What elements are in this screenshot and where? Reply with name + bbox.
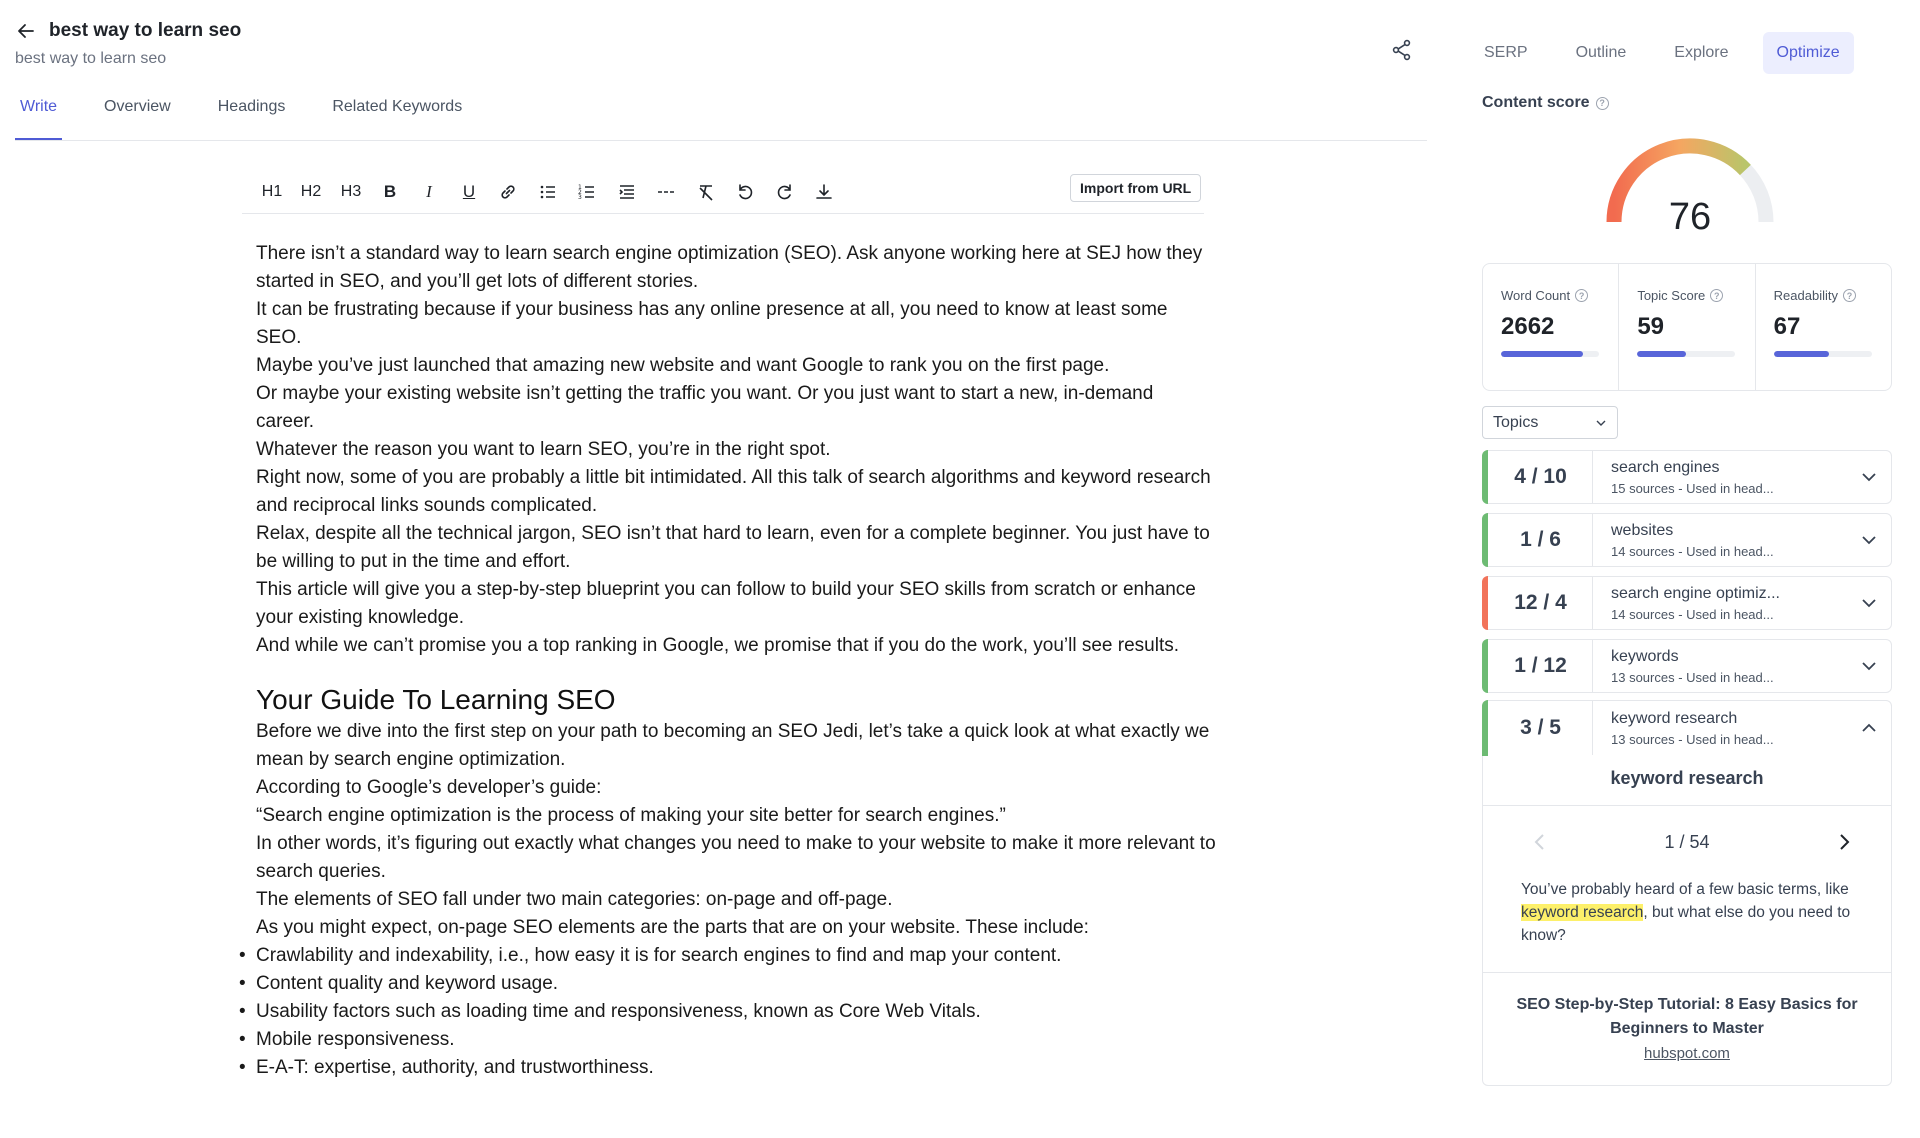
chevron-down-icon[interactable]: [1847, 467, 1891, 487]
topic-name: keyword research: [1611, 709, 1738, 727]
help-icon[interactable]: ?: [1596, 97, 1609, 110]
metric-progress-bar: [1774, 351, 1872, 357]
tab-optimize[interactable]: Optimize: [1763, 32, 1854, 74]
metric-progress-bar: [1501, 351, 1599, 357]
paragraph: It can be frustrating because if your business has any online presence at all, you need to know at least some SEO.: [256, 299, 1168, 348]
topic-card[interactable]: [1482, 576, 1892, 630]
download-icon[interactable]: [808, 176, 840, 208]
expanded-topic-title: keyword research: [1483, 768, 1891, 806]
topic-count: 4 / 10: [1483, 451, 1593, 503]
tab-explore[interactable]: Explore: [1674, 44, 1729, 61]
undo-icon[interactable]: [729, 176, 761, 208]
topic-sources: 13 sources - Used in head...: [1611, 731, 1774, 747]
tab-write[interactable]: Write: [15, 93, 62, 140]
metric-value: 67: [1773, 313, 1801, 340]
paragraph: Maybe you’ve just launched that amazing new website and want Google to rank you on the first page.: [256, 355, 1110, 376]
topic-count: 3 / 5: [1483, 701, 1593, 755]
paragraph: Right now, some of you are probably a little bit intimidated. All this talk of search algorithms and keyword research and reciprocal links sounds complicated.: [256, 467, 1211, 516]
chevron-down-icon[interactable]: [1847, 593, 1891, 613]
chevron-down-icon[interactable]: [1847, 530, 1891, 550]
topic-sources: 14 sources - Used in head...: [1611, 606, 1774, 622]
snippet-source: [1483, 972, 1891, 1063]
pager-count: 1 / 54: [1664, 831, 1710, 852]
tab-serp[interactable]: SERP: [1484, 44, 1528, 61]
topic-sources: 13 sources - Used in head...: [1611, 669, 1774, 685]
help-icon[interactable]: ?: [1575, 289, 1588, 302]
metric-value: 2662: [1501, 313, 1555, 340]
tab-overview[interactable]: Overview: [104, 98, 171, 115]
heading-1-button[interactable]: H1: [261, 183, 283, 200]
bullet-list: [256, 942, 1216, 1082]
topic-count: 12 / 4: [1483, 577, 1593, 629]
snippet-text: You’ve probably heard of a few basic terms, like keyword research, but what else do you need to know?: [1521, 881, 1851, 944]
section-heading: Your Guide To Learning SEO: [256, 684, 616, 715]
list-item: • Crawlability and indexability, i.e., how easy it is for search engines to find and map your content.: [256, 942, 1216, 970]
metric-progress-bar: [1637, 351, 1735, 357]
paragraph: The elements of SEO fall under two main categories: on-page and off-page.: [256, 889, 893, 910]
section-paragraphs: [256, 718, 1216, 942]
back-arrow-icon[interactable]: [15, 20, 37, 42]
paragraph: Whatever the reason you want to learn SEO, you’re in the right spot.: [256, 439, 831, 460]
panel-tabs: [1470, 32, 1854, 74]
paragraph: There isn’t a standard way to learn search engine optimization (SEO). Ask anyone working here at SEJ how they started in SEO, and you’ll get lots of different stories.: [256, 243, 1203, 292]
paragraph: This article will give you a step-by-step blueprint you can follow to build your SEO skills from scratch or enhance your existing knowledge.: [256, 579, 1196, 628]
editor-content[interactable]: [256, 240, 1216, 1082]
metric-value: 59: [1637, 313, 1665, 340]
editor-tabs: [15, 93, 1427, 141]
topic-card[interactable]: [1482, 450, 1892, 504]
paragraph: As you might expect, on-page SEO elements are the parts that are on your website. These include:: [256, 917, 1089, 938]
intro-paragraphs: [256, 240, 1216, 660]
keyword-highlight: keyword research: [1521, 904, 1644, 921]
topic-name: keywords: [1611, 647, 1679, 665]
chevron-right-icon[interactable]: [1837, 832, 1851, 857]
paragraph: Relax, despite all the technical jargon, SEO isn’t that hard to learn, even for a complete beginner. You just have to be willing to put in the time and effort.: [256, 523, 1210, 572]
metric-word-count: Word Count ? 2662: [1483, 264, 1619, 390]
content-score-value: 76: [1668, 196, 1712, 238]
svg-text:2: 2: [578, 189, 582, 196]
indent-list-icon[interactable]: [611, 176, 643, 208]
heading-2-button[interactable]: H2: [300, 183, 322, 200]
expanded-topic-header[interactable]: [1483, 701, 1891, 755]
paragraph: According to Google’s developer’s guide:: [256, 777, 602, 798]
topic-name: search engines: [1611, 458, 1720, 476]
chevron-left-icon[interactable]: [1533, 832, 1547, 857]
list-item: • Usability factors such as loading time and responsiveness, known as Core Web Vitals.: [256, 998, 1216, 1026]
bold-button[interactable]: B: [383, 182, 397, 201]
source-link[interactable]: hubspot.com: [1644, 1045, 1730, 1062]
heading-3-button[interactable]: H3: [340, 183, 362, 200]
italic-button[interactable]: I: [426, 182, 432, 201]
source-title: SEO Step-by-Step Tutorial: 8 Easy Basics for Beginners to Master: [1516, 996, 1858, 1037]
underline-button[interactable]: U: [462, 182, 476, 201]
paragraph: Before we dive into the first step on your path to becoming an SEO Jedi, let’s take a quick look at what exactly we mean by search engine optimization.: [256, 721, 1210, 770]
topic-name: search engine optimiz...: [1611, 584, 1780, 602]
bullet-list-icon[interactable]: [532, 176, 564, 208]
snippet-pager: [1483, 806, 1891, 878]
optimize-panel: [1470, 0, 1920, 1138]
list-item: • Content quality and keyword usage.: [256, 970, 1216, 998]
formatting-toolbar: [242, 170, 1204, 214]
topic-card[interactable]: [1482, 513, 1892, 567]
horizontal-rule-icon[interactable]: [650, 176, 682, 208]
topic-sources: 15 sources - Used in head...: [1611, 480, 1774, 496]
document-header: [15, 20, 241, 68]
topic-count: 1 / 12: [1483, 640, 1593, 692]
help-icon[interactable]: ?: [1710, 289, 1723, 302]
document-title: best way to learn seo: [49, 20, 242, 41]
metrics-card: [1482, 263, 1892, 391]
tab-outline[interactable]: Outline: [1575, 44, 1627, 61]
chevron-down-icon[interactable]: [1847, 656, 1891, 676]
paragraph: Or maybe your existing website isn’t getting the traffic you want. Or you just want to start a new, in-demand career.: [256, 383, 1154, 432]
topic-name: websites: [1611, 521, 1674, 539]
numbered-list-icon[interactable]: [571, 176, 603, 208]
list-item: • E-A-T: expertise, authority, and trustworthiness.: [256, 1054, 1216, 1082]
topics-dropdown[interactable]: Topics: [1482, 406, 1618, 439]
topic-count: 1 / 6: [1483, 514, 1593, 566]
metric-readability: Readability ? 67: [1756, 264, 1891, 390]
metric-topic-score: Topic Score ? 59: [1619, 264, 1755, 390]
share-icon[interactable]: [1390, 38, 1414, 62]
redo-icon[interactable]: [769, 176, 801, 208]
clear-format-icon[interactable]: [690, 176, 722, 208]
svg-text:1: 1: [578, 184, 582, 191]
paragraph: “Search engine optimization is the process of making your site better for search engines.”: [256, 805, 1006, 826]
link-icon[interactable]: [492, 176, 524, 208]
document-subtitle: best way to learn seo: [15, 50, 167, 67]
paragraph: And while we can’t promise you a top ranking in Google, we promise that if you do the work, you’ll see results.: [256, 635, 1180, 656]
chevron-down-icon: [1595, 417, 1607, 429]
topic-card[interactable]: [1482, 639, 1892, 693]
svg-text:3: 3: [578, 194, 582, 201]
import-from-url-button[interactable]: Import from URL: [1070, 174, 1201, 202]
tab-headings[interactable]: Headings: [217, 98, 286, 115]
chevron-up-icon[interactable]: [1847, 718, 1891, 738]
paragraph: In other words, it’s figuring out exactly what changes you need to make to your website to make it more relevant to search queries.: [256, 833, 1216, 882]
tab-related-keywords[interactable]: Related Keywords: [332, 98, 463, 115]
expanded-topic-card: [1482, 700, 1892, 1086]
content-score-label: Content score ?: [1482, 94, 1609, 112]
help-icon[interactable]: ?: [1843, 289, 1856, 302]
list-item: • Mobile responsiveness.: [256, 1026, 1216, 1054]
topic-sources: 14 sources - Used in head...: [1611, 543, 1774, 559]
